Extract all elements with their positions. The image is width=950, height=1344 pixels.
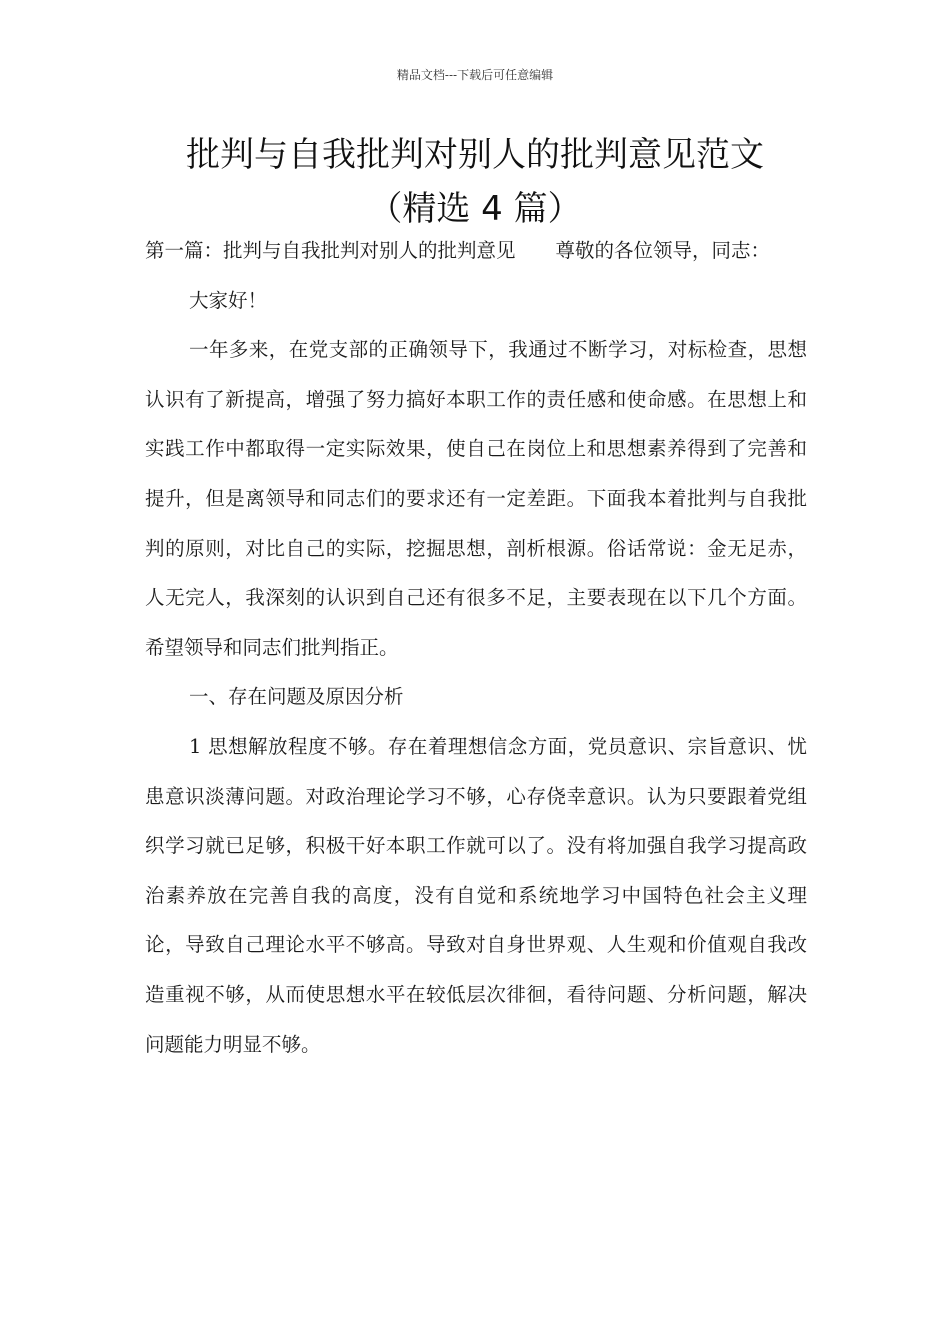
title-line-2: （精选 4 篇） — [368, 189, 582, 229]
document-title — [0, 128, 950, 236]
greeting: 大家好！ — [189, 288, 268, 312]
page-header-note: 精品文档---下载后可任意编辑 — [396, 68, 554, 82]
paragraph-1: 一年多来，在党支部的正确领导下，我通过不断学习，对标检查，思想认识有了新提高，增强了努力搞好本职工作的责任感和使命感。在思想上和实践工作中都取得一定实际效果，使自己在岗位上和思想素养得到了完善和提升，但是离领导和同志们的要求还有一定差距。下面我本着批判与自我批判的原则，对比自己的实际，挖掘思想，剖析根源。俗话常说：金无足赤，人无完人，我深刻的认识到自己还有很多不足，主要表现在以下几个方面。希望领导和同志们批判指正。 — [145, 338, 807, 659]
document-body — [145, 226, 807, 1069]
section-heading: 第一篇：批判与自我批判对别人的批判意见 — [145, 239, 516, 262]
title-line-1: 批判与自我批判对别人的批判意见范文 — [186, 135, 764, 175]
paragraph-2: 1 思想解放程度不够。存在着理想信念方面，党员意识、宗旨意识、忧患意识淡薄问题。对政治理论学习不够，心存侥幸意识。认为只要跟着党组织学习就已足够，积极干好本职工作就可以了。没有将加强自我学习提高政治素养放在完善自我的高度，没有自觉和系统地学习中国特色社会主义理论，导致自己理论水平不够高。导致对自身世界观、人生观和价值观自我改造重视不够，从而使思想水平在较低层次徘徊，看待问题、分析问题，解决问题能力明显不够。 — [145, 734, 807, 1056]
salutation: 尊敬的各位领导，同志： — [555, 239, 771, 262]
section-intro — [145, 226, 807, 276]
subheading-problems: 一、存在问题及原因分析 — [189, 685, 404, 709]
